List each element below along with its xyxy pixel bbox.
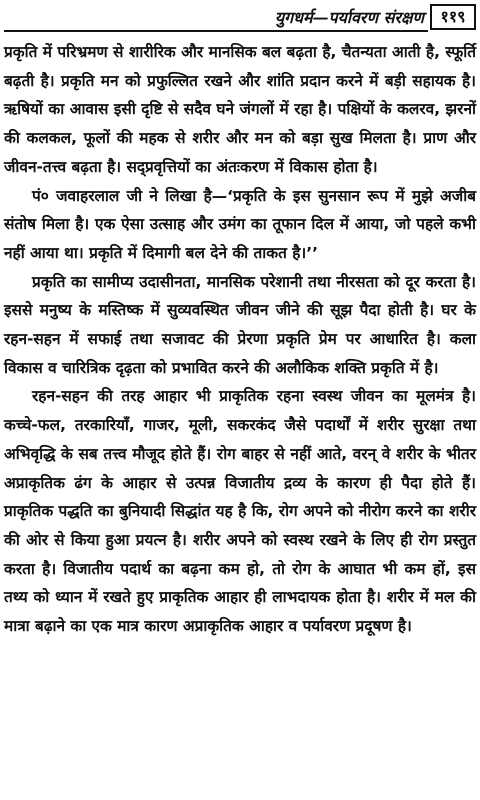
running-title: युगधर्म—पर्यावरण संरक्षण: [274, 8, 424, 27]
header-rule: [4, 30, 428, 32]
paragraph: प्रकृति में परिभ्रमण से शारीरिक और मानसिक बल बढ़ता है, चैतन्यता आती है, स्फूर्ति बढ़ती है। प्रकृति मन को प्रफुल्लित रखने और शांति प्रदान करने में बड़ी सहायक है। ऋषियों का आवास इसी दृष्टि से सदैव घने जंगलों में रहा है। पक्षियों के कलरव, झरनों की कलकल, फूलों की महक से शरीर और मन को बड़ा सुख मिलता है। प्राण और जीवन-तत्त्व बढ़ता है। सद्प्रवृत्तियों का अंतःकरण में विकास होता है।: [4, 43, 476, 176]
body-text: [4, 38, 476, 641]
page-header: [0, 0, 480, 36]
paragraph: रहन-सहन की तरह आहार भी प्राकृतिक रहना स्वस्थ जीवन का मूलमंत्र है। कच्चे-फल, तरकारियाँ, गाजर, मूली, सकरकंद जैसे पदार्थों में शरीर सुरक्षा तथा अभिवृद्धि के सब तत्त्व मौजूद होते हैं। रोग बाहर से नहीं आते, वरन् वे शरीर के भीतर अप्राकृतिक ढंग के आहार से उत्पन्न विजातीय द्रव्य के कारण ही पैदा होते हैं। प्राकृतिक पद्धति का बुनियादी सिद्धांत यह है कि, रोग अपने को नीरोग करने का शरीर की ओर से किया हुआ प्रयत्न है। शरीर अपने को स्वस्थ रखने के लिए ही रोग प्रस्तुत करता है। विजातीय पदार्थ का बढ़ना कम हो, तो रोग के आघात भी कम हों, इस तथ्य को ध्यान में रखते हुए प्राकृतिक आहार ही लाभदायक होता है। शरीर में मल की मात्रा बढ़ाने का एक मात्र कारण अप्राकृतिक आहार व पर्यावरण प्रदूषण है।: [4, 387, 476, 636]
paragraph: प्रकृति का सामीप्य उदासीनता, मानसिक परेशानी तथा नीरसता को दूर करता है। इससे मनुष्य के मस्तिष्क में सुव्यवस्थित जीवन जीने की सूझ पैदा होती है। घर के रहन-सहन में सफाई तथा सजावट की प्रेरणा प्रकृति प्रेम पर आधारित है। कला विकास व चारित्रिक दृढ़ता को प्रभावित करने की अलौकिक शक्ति प्रकृति में है।: [4, 272, 476, 377]
paragraph: पं० जवाहरलाल जी ने लिखा है—‘प्रकृति के इस सुनसान रूप में मुझे अजीब संतोष मिला है। एक ऐसा उत्साह और उमंग का तूफान दिल में आया, जो पहले कभी नहीं आया था। प्रकृति में दिमागी बल देने की ताकत है।’’: [4, 186, 476, 262]
page-number: ११९: [430, 4, 476, 30]
